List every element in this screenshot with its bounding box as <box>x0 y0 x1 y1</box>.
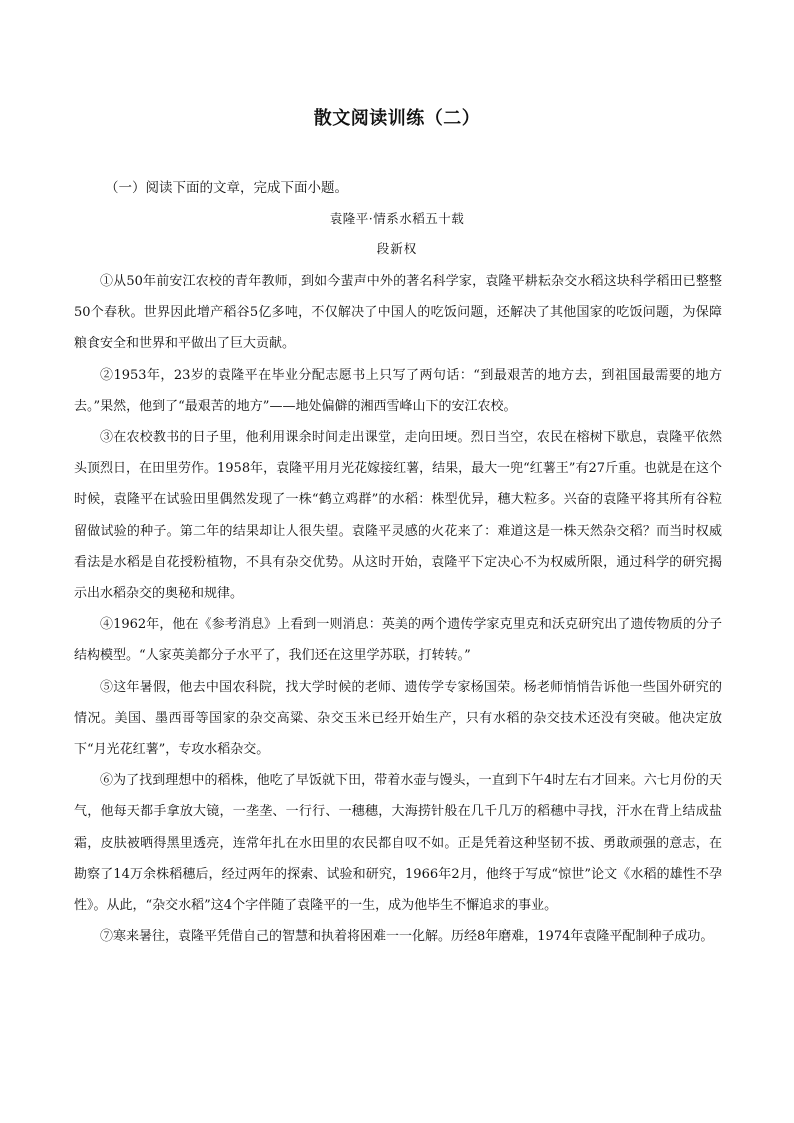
paragraph-5: ⑤这年暑假，他去中国农科院，找大学时候的老师、遗传学专家杨国荣。杨老师悄悄告诉他一些国外研究的情况。美国、墨西哥等国家的杂交高粱、杂交玉米已经开始生产，只有水稻的杂交技术还没有突破。他决定放下“月光花红薯”，专攻水稻杂交。 <box>74 679 722 758</box>
article-title: 袁隆平·情系水稻五十载 <box>329 211 465 226</box>
paragraph-3: ③在农校教书的日子里，他利用课余时间走出课堂，走向田埂。烈日当空，农民在榕树下歇息，袁隆平依然头顶烈日，在田里劳作。1958年，袁隆平用月光花嫁接红薯，结果，最大一兜“红薯王”有27斤重。也就是在这个时候，袁隆平在试验田里偶然发现了一株“鹤立鸡群”的水稻：株型优异，穗大粒多。兴奋的袁隆平将其所有谷粒留做试验的种子。第二年的结果却让人很失望。袁隆平灵感的火花来了：难道这是一株天然杂交稻？而当时权威看法是水稻是自花授粉植物，不具有杂交优势。从这时开始，袁隆平下定决心不为权威所限，通过科学的研究揭示出水稻杂交的奥秘和规律。 <box>74 430 722 602</box>
paragraph-2: ②1953年，23岁的袁隆平在毕业分配志愿书上只写了两句话：“到最艰苦的地方去，到祖国最需要的地方去。”果然，他到了“最艰苦的地方”——地处偏僻的湘西雪峰山下的安江农校。 <box>74 367 722 414</box>
paragraph-4: ④1962年，他在《参考消息》上看到一则消息：英美的两个遗传学家克里克和沃克研究出了遗传物质的分子结构模型。“人家英美都分子水平了，我们还在这里学苏联，打转转。” <box>74 617 722 664</box>
article-author: 段新权 <box>376 241 418 256</box>
page-title: 散文阅读训练（二） <box>313 108 481 129</box>
paragraph-1: ①从50年前安江农校的青年教师，到如今蜚声中外的著名科学家，袁隆平耕耘杂交水稻这块科学稻田已整整50个春秋。世界因此增产稻谷5亿多吨，不仅解决了中国人的吃饭问题，还解决了其他国家的吃饭问题，为保障粮食安全和世界和平做出了巨大贡献。 <box>74 274 722 352</box>
article-body <box>74 266 722 952</box>
paragraph-6: ⑥为了找到理想中的稻株，他吃了早饭就下田，带着水壶与馒头，一直到下午4时左右才回来。六七月份的天气，他每天都手拿放大镜，一垄垄、一行行、一穗穗，大海捞针般在几千几万的稻穗中寻找，汗水在背上结成盐霜，皮肤被晒得黑里透亮，连常年扎在水田里的农民都自叹不如。正是凭着这种坚韧不拔、勇敢顽强的意志，在勘察了14万余株稻穗后，经过两年的探索、试验和研究，1966年2月，他终于写成“惊世”论文《水稻的雄性不孕性》。从此，“杂交水稻”这4个字伴随了袁隆平的一生，成为他毕生不懈追求的事业。 <box>74 773 722 914</box>
paragraph-7: ⑦寒来暑往，袁隆平凭借自己的智慧和执着将困难一一化解。历经8年磨难，1974年袁隆平配制种子成功。 <box>100 929 714 945</box>
section-heading: （一）阅读下面的文章，完成下面小题。 <box>105 180 348 196</box>
